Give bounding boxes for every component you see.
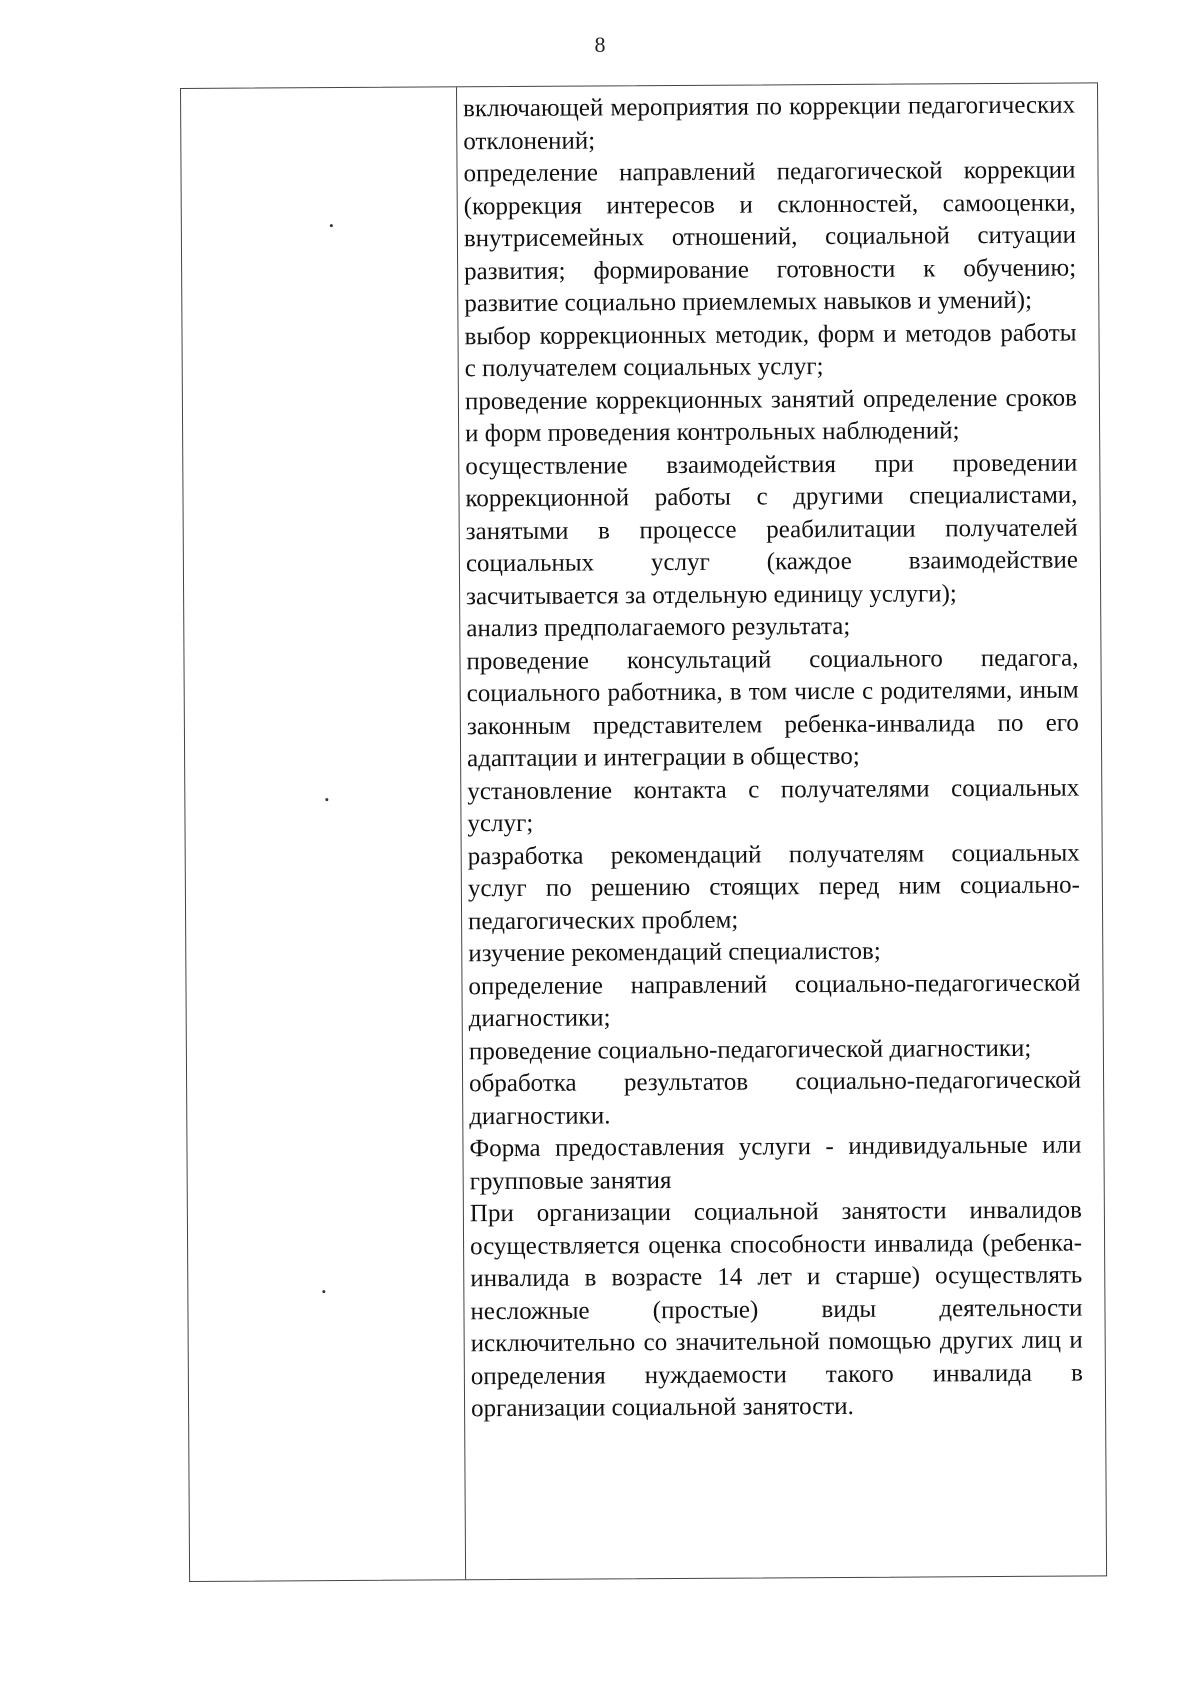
scan-speck (322, 1290, 325, 1293)
description-paragraph: разработка рекомендаций получателям социальных услуг по решению стоящих перед ним социально-педагогических проблем; (467, 839, 1080, 935)
description-paragraph: проведение социально-педагогической диагностики; (468, 1034, 1032, 1065)
scan-speck (325, 798, 328, 801)
description-paragraph: выбор коррекционных методик, форм и методов работы с получателем социальных услуг; (464, 319, 1077, 383)
description-paragraph: определение направлений педагогической коррекции (коррекция интересов и склонностей, самооценки, внутрисемейных отношений, социальной ситуации развития; формирование готовности к обучению; развитие социально приемлемых навыков и умений); (463, 156, 1077, 318)
service-table (180, 82, 1107, 1582)
description-paragraph: изучение рекомендаций специалистов; (468, 937, 881, 968)
description-paragraph: установление контакта с получателями социальных услуг; (467, 774, 1080, 838)
description-paragraph: При организации социальной занятости инвалидов осуществляется оценка способности инвалида (ребенка-инвалида в возрасте 14 лет и старше) осуществлять несложные (простые) виды деятельности исключительно со значительной помощью других лиц и определения нуждаемости такого инвалида в организации социальной занятости. (469, 1196, 1083, 1423)
description-paragraph: обработка результатов социально-педагогической диагностики. (469, 1066, 1082, 1130)
description-paragraph: проведение коррекционных занятий определение сроков и форм проведения контрольных наблюдений; (464, 384, 1077, 448)
description-paragraph: проведение консультаций социального педагога, социального работника, в том числе с родителями, иным законным представителем ребенка-инвалида по его адаптации и интеграции в общество; (466, 644, 1079, 773)
scan-speck (330, 224, 333, 227)
service-description-cell (463, 90, 1083, 1426)
description-paragraph: определение направлений социально-педагогической диагностики; (468, 969, 1081, 1033)
description-paragraph: анализ предполагаемого результата; (466, 612, 851, 643)
description-paragraph: Форма предоставления услуги - индивидуальные или групповые занятия (469, 1131, 1082, 1195)
description-paragraph: включающей мероприятия по коррекции педагогических отклонений; (463, 91, 1076, 155)
description-paragraph: осуществление взаимодействия при проведении коррекционной работы с другими специалистами, занятыми в процессе реабилитации получателей социальных услуг (каждое взаимодействие засчитывается за отдельную единицу услуги); (465, 449, 1078, 610)
page-number: 8 (594, 32, 606, 57)
